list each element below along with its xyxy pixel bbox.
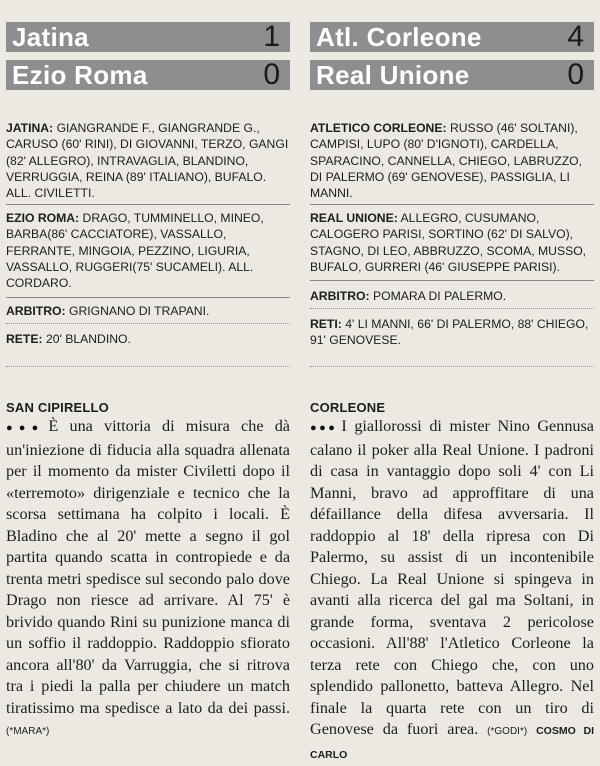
referee [310, 288, 594, 304]
divider [6, 323, 290, 324]
away-lineup [6, 210, 290, 291]
divider [6, 366, 290, 367]
home-team-name: Atl. Corleone [316, 22, 482, 52]
divider [310, 366, 594, 367]
divider [310, 308, 594, 309]
home-lineup [6, 120, 290, 201]
goals [6, 331, 290, 347]
goals-text: 20' BLANDINO. [45, 332, 131, 346]
away-lineup-text: DRAGO, TUMMINELLO, MINEO, BARBA(86' CACCIATORE), VASSALLO, FERRANTE, MINGOIA, PEZZINO, LIGURIA, VASSALLO, RUGGERI(75' SUCAMELI). ALL. CORDARO. [6, 211, 264, 291]
away-lineup-label: REAL UNIONE: [310, 211, 398, 225]
away-lineup-label: EZIO ROMA: [6, 211, 80, 225]
home-lineup [310, 120, 594, 201]
goals-text: 4' LI MANNI, 66' DI PALERMO, 88' CHIEGO, 91' GENOVESE. [310, 317, 589, 348]
referee [6, 303, 290, 319]
article-signature: (*MARA*) [6, 726, 50, 737]
article-signature: (*GODI*) [487, 726, 528, 737]
home-lineup-text: RUSSO (46' SOLTANI), CAMPISI, LUPO (80' D'IGNOTI), CARDELLA, SPARACINO, CANNELLA, CHIEGO, LABRUZZO, DI PALERMO (69' GENOVESE), PASSIGLIA, LI MANNI. [310, 121, 583, 201]
away-lineup-text: ALLEGRO, CUSUMANO, CALOGERO PARISI, SORTINO (62' DI SALVO), STAGNO, DI LEO, ABBRUZZO, SCOMA, MUSSO, BUFALO, GURRERI (46' GIUSEPPE PARISI). [310, 211, 587, 274]
article-author: COSMO DI CARLO [310, 725, 595, 761]
divider [310, 280, 594, 281]
home-team-name: Jatina [12, 22, 89, 52]
away-team-score: 0 [263, 58, 280, 91]
home-score-row [310, 22, 594, 52]
home-team-score: 1 [263, 20, 280, 53]
away-team-name: Ezio Roma [12, 60, 148, 90]
article-text: È una vittoria di misura che dà un'iniezione di fiducia alla squadra allenata per il momento da mister Civiletti dopo il «terremoto» dirigenziale e tecnico che la scorsa settimana ha colpito i locali. È Bladino che al 20' mette a segno il gol partita quando scatta in contropiede e da trenta metri spedisce sul secondo palo dove Drago non riesce ad arrivare. Al 75' è brivido quando Rini su punizione manca di un soffio il raddoppio. Raddoppio sfiorato ancora all'80' da Varruggia, che si ritrova tra i piedi la palla per chiudere un match tiratissimo ma spedisce a lato da dei passi. [6, 417, 290, 717]
away-team-name: Real Unione [316, 60, 470, 90]
home-team-score: 4 [567, 20, 584, 53]
goals [310, 316, 594, 349]
goals-label: RETI: [310, 317, 342, 331]
article-text: I giallorossi di mister Nino Gennusa calano il poker alla Real Unione. I padroni di casa in vantaggio dopo soli 4' con Li Manni, bravo ad approffitare di una défaillance della difesa avversaria. Il raddoppio al 18' della ripresa con Di Palermo, su assist di un incontenibile Chiego. La Real Unione si spingeva in avanti alla ricerca del gal ma Soltani, in grande forma, sventava 2 pericolose occasioni. All'88' l'Atletico Corleone la terza rete con Chiego che, con uno splendido pallonetto, batteva Allegro. Nel finale la quarta rete con un tiro di Genovese da fuori area. [310, 417, 594, 738]
away-team-score: 0 [567, 58, 584, 91]
referee-label: ARBITRO: [310, 289, 370, 303]
article-body [310, 416, 594, 766]
article-place: CORLEONE [310, 400, 386, 415]
home-score-row [6, 22, 290, 52]
bullet-dots: ●●● [6, 422, 45, 434]
divider [6, 297, 290, 298]
divider [6, 204, 290, 205]
article-place: SAN CIPIRELLO [6, 400, 109, 415]
home-lineup-text: GIANGRANDE F., GIANGRANDE G., CARUSO (60' RINI), DI GIOVANNI, TERZO, GANGI (82' ALLEGRO), INTRAVAGLIA, BLANDINO, VERRUGGIA, REINA (89' ITALIANO), BUFALO. ALL. CIVILETTI. [6, 121, 289, 201]
article-body [6, 416, 290, 743]
referee-text: POMARA DI PALERMO. [372, 289, 507, 303]
home-lineup-label: JATINA: [6, 121, 54, 135]
divider [310, 204, 594, 205]
away-score-row [6, 60, 290, 90]
home-lineup-label: ATLETICO CORLEONE: [310, 121, 447, 135]
bullet-dots: ●●● [310, 422, 338, 434]
away-lineup [310, 210, 594, 275]
referee-text: GRIGNANO DI TRAPANI. [68, 304, 210, 318]
away-score-row [310, 60, 594, 90]
referee-label: ARBITRO: [6, 304, 66, 318]
goals-label: RETE: [6, 332, 43, 346]
